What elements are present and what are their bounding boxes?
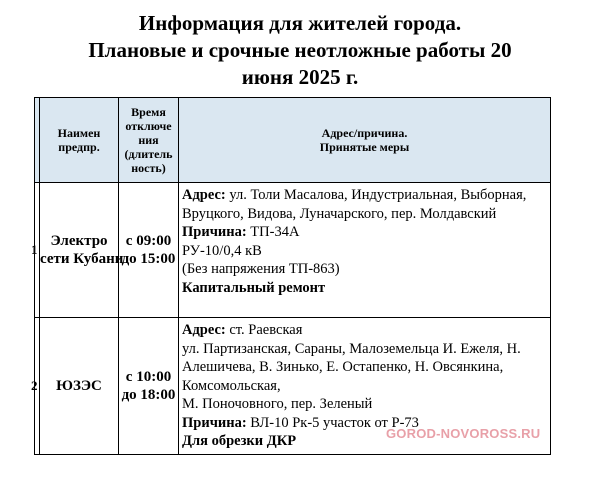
header-time: Время отключе ния (длитель ность) bbox=[119, 98, 179, 183]
row-time: с 10:00 до 18:00 bbox=[119, 318, 179, 455]
row-time: с 09:00 до 15:00 bbox=[119, 183, 179, 318]
page-title bbox=[0, 10, 600, 91]
title-line-3: июня 2025 г. bbox=[241, 65, 359, 89]
row-number: 1 bbox=[35, 183, 40, 318]
works-table bbox=[31, 97, 551, 455]
row-organization: ЮЗЭС bbox=[40, 318, 119, 455]
title-line-2: Плановые и срочные неотложные работы 20 bbox=[88, 38, 512, 62]
table-row bbox=[35, 183, 551, 318]
title-line-1: Информация для жителей города. bbox=[138, 11, 462, 35]
row-address: Адрес: ст. Раевская ул. Партизанская, Сараны, Малоземельца И. Ежеля, Н. Алешичева, В. Зинько, Е. Остапенко, Н. Овсянкина, Комсомольская, М. Поночовного, пер. Зеленый Причина: ВЛ-10 Рк-5 участок от Р-73 Для обрезки ДКР bbox=[179, 318, 551, 455]
watermark: GOROD-NOVOROSS.RU bbox=[386, 426, 541, 441]
header-address: Адрес/причина. Принятые меры bbox=[179, 98, 551, 183]
row-organization: Электро сети Кубани bbox=[40, 183, 119, 318]
table-header-row bbox=[35, 98, 551, 183]
row-number: 2 bbox=[35, 318, 40, 455]
row-address: Адрес: ул. Толи Масалова, Индустриальная, Выборная, Вруцкого, Видова, Луначарского, пер. Молдавский Причина: ТП-34А РУ-10/0,4 кВ (Без напряжения ТП-863) Капитальный ремонт bbox=[179, 183, 551, 318]
header-name: Наимен предпр. bbox=[40, 98, 119, 183]
